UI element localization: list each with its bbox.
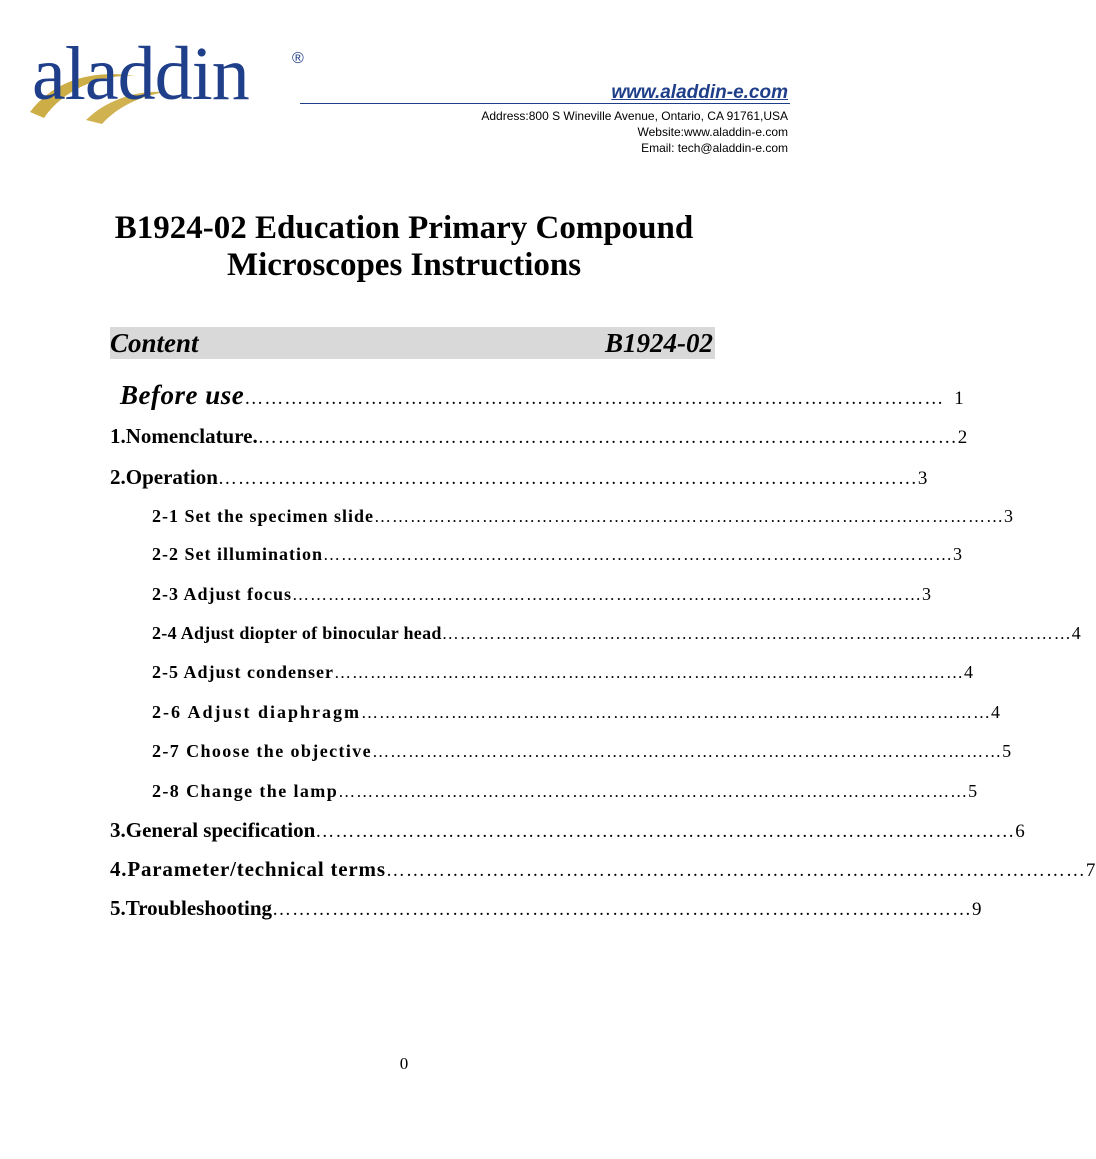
content-heading-bar	[110, 327, 715, 359]
toc-entry-2-4[interactable]	[152, 623, 1081, 644]
toc-entry-operation[interactable]	[110, 465, 928, 490]
toc-page-number: 4	[1071, 623, 1081, 643]
toc-leader: ……………………………………………………………………………………………	[385, 860, 1086, 881]
toc-page-number: 4	[964, 662, 974, 682]
toc-leader: ……………………………………………………………………………………………	[323, 545, 954, 564]
toc-leader: ……………………………………………………………………………………………	[292, 585, 923, 604]
toc-page-number: 6	[1015, 821, 1025, 842]
page-number: 0	[399, 1054, 409, 1073]
model-number: B1924-02	[605, 328, 713, 358]
toc-page-number: 2	[957, 427, 968, 448]
logo-wordmark: aladdin	[32, 32, 249, 116]
toc-label: 1.Nomenclature.	[110, 424, 258, 448]
toc-entry-2-8[interactable]	[152, 781, 978, 802]
toc-leader: ……………………………………………………………………………………………	[272, 899, 973, 920]
website-line: Website:www.aladdin-e.com	[637, 125, 788, 139]
toc-leader: ……………………………………………………………………………………………	[361, 703, 992, 722]
toc-entry-2-5[interactable]	[152, 662, 974, 683]
toc-entry-nomenclature[interactable]	[110, 424, 968, 449]
contact-block	[481, 108, 788, 156]
toc-label: 3.General specification	[110, 818, 316, 842]
title-line-1: B1924-02 Education Primary Compound	[114, 210, 694, 246]
aladdin-logo	[26, 30, 304, 120]
content-heading: Content	[110, 328, 199, 358]
title-line-2: Microscopes Instructions	[226, 247, 582, 283]
toc-page-number: 3	[922, 584, 932, 604]
toc-label: 2-6 Adjust diaphragm	[152, 702, 362, 722]
registered-mark: ®	[292, 50, 304, 67]
toc-entry-2-6[interactable]	[152, 702, 1001, 723]
toc-entry-before-use[interactable]	[120, 380, 964, 411]
toc-label: Before use	[120, 380, 245, 410]
toc-label: 2-8 Change the lamp	[152, 781, 339, 801]
toc-leader: ……………………………………………………………………………………………	[372, 742, 1003, 761]
toc-label: 2-3 Adjust focus	[152, 584, 293, 604]
address-line: Address:800 S Wineville Avenue, Ontario, CA 91761,USA	[481, 109, 788, 123]
toc-entry-troubleshooting[interactable]	[110, 896, 982, 921]
toc-label: 2-7 Choose the objective	[152, 741, 373, 761]
toc-label: 2-5 Adjust condenser	[152, 662, 335, 682]
toc-page-number: 3	[953, 544, 963, 564]
toc-label: 5.Troubleshooting	[110, 896, 273, 920]
email-line: Email: tech@aladdin-e.com	[641, 141, 788, 155]
toc-entry-2-3[interactable]	[152, 584, 932, 605]
toc-leader: ……………………………………………………………………………………………	[244, 388, 945, 409]
toc-page-number: 9	[972, 899, 982, 920]
toc-page-number: 5	[968, 781, 978, 801]
toc-entry-2-7[interactable]	[152, 741, 1012, 762]
toc-entry-2-1[interactable]	[152, 506, 1013, 527]
toc-page-number: 7	[1085, 860, 1096, 881]
toc-entry-parameter-terms[interactable]	[110, 857, 1096, 882]
toc-leader: ……………………………………………………………………………………………	[315, 821, 1016, 842]
toc-page-number: 3	[1003, 506, 1013, 526]
toc-page-number: 1	[954, 388, 964, 409]
toc-label: 2-2 Set illumination	[152, 544, 324, 564]
toc-entry-general-specification[interactable]	[110, 818, 1025, 843]
toc-leader: ……………………………………………………………………………………………	[441, 624, 1072, 643]
toc-label: 4.Parameter/technical terms	[110, 857, 386, 881]
toc-page-number: 5	[1002, 741, 1012, 761]
website-link[interactable]: www.aladdin-e.com	[611, 82, 788, 103]
toc-leader: ……………………………………………………………………………………………	[338, 782, 969, 801]
document-title	[0, 210, 808, 284]
toc-label: 2-4 Adjust diopter of binocular head	[152, 623, 442, 643]
toc-leader: ……………………………………………………………………………………………	[257, 427, 958, 448]
toc-entry-2-2[interactable]	[152, 544, 963, 565]
toc-page-number: 4	[991, 702, 1001, 722]
toc-leader: ……………………………………………………………………………………………	[334, 663, 965, 682]
toc-label: 2.Operation	[110, 465, 218, 489]
toc-leader: ……………………………………………………………………………………………	[373, 507, 1004, 526]
toc-label: 2-1 Set the specimen slide	[152, 506, 374, 526]
toc-leader: ……………………………………………………………………………………………	[217, 468, 918, 489]
toc-page-number: 3	[917, 468, 928, 489]
